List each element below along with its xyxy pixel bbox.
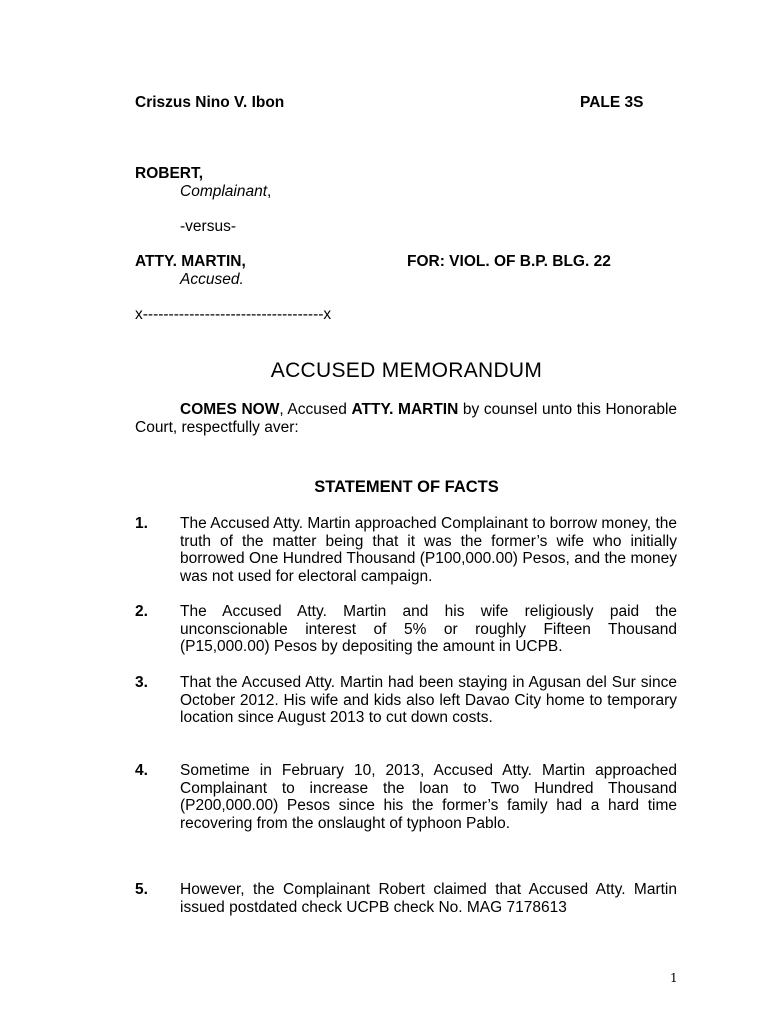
- accused-role: Accused.: [180, 271, 244, 288]
- fact-item-1: [135, 515, 677, 585]
- intro-accused: ATTY. MARTIN: [351, 401, 459, 418]
- section-title: STATEMENT OF FACTS: [314, 478, 499, 496]
- page-number: 1: [670, 971, 678, 985]
- fact-number: 3.: [135, 674, 148, 691]
- complainant-name: ROBERT,: [135, 165, 204, 182]
- document-title: ACCUSED MEMORANDUM: [270, 359, 543, 382]
- fact-text: Sometime in February 10, 2013, Accused Atty. Martin approached Complainant to increase the loan to Two Hundred Thousand (P200,000.00) Pesos since his the former’s family had a hard time recovering from the onslaught of typhoon Pablo.: [180, 762, 677, 832]
- course-code: PALE 3S: [580, 94, 644, 111]
- complainant-role-comma: ,: [267, 183, 272, 200]
- versus-label: -versus-: [180, 218, 236, 235]
- fact-text: The Accused Atty. Martin approached Complainant to borrow money, the truth of the matter being that it was the former’s wife who initially borrowed One Hundred Thousand (P100,000.00) Pesos, and the money was not used for electoral campaign.: [180, 515, 677, 585]
- fact-number: 4.: [135, 762, 148, 779]
- fact-item-3: [135, 674, 677, 727]
- fact-number: 2.: [135, 603, 148, 620]
- intro-part2: by counsel unto this Honorable Court, respectfully aver:: [135, 401, 678, 436]
- intro-paragraph: [135, 401, 677, 437]
- caption-separator: x-----------------------------------x: [135, 306, 332, 323]
- fact-number: 5.: [135, 881, 148, 898]
- case-charge: FOR: VIOL. OF B.P. BLG. 22: [407, 253, 611, 270]
- fact-item-2: [135, 603, 677, 656]
- fact-text: However, the Complainant Robert claimed that Accused Atty. Martin issued postdated check UCPB check No. MAG 7178613: [180, 881, 677, 916]
- fact-text: The Accused Atty. Martin and his wife religiously paid the unconscionable interest of 5% or roughly Fifteen Thousand (P15,000.00) Pesos by depositing the amount in UCPB.: [180, 603, 677, 655]
- fact-item-5: [135, 881, 677, 916]
- accused-name: ATTY. MARTIN,: [135, 253, 246, 270]
- intro-lead: COMES NOW: [180, 401, 280, 418]
- complainant-role: [180, 183, 271, 201]
- fact-number: 1.: [135, 515, 148, 532]
- author-name: Criszus Nino V. Ibon: [135, 94, 285, 111]
- fact-text: That the Accused Atty. Martin had been staying in Agusan del Sur since October 2012. His wife and kids also left Davao City home to temporary location since August 2013 to cut down costs.: [180, 674, 677, 726]
- complainant-role-label: Complainant: [180, 183, 268, 200]
- intro-part1: , Accused: [279, 401, 352, 418]
- fact-item-4: [135, 762, 677, 832]
